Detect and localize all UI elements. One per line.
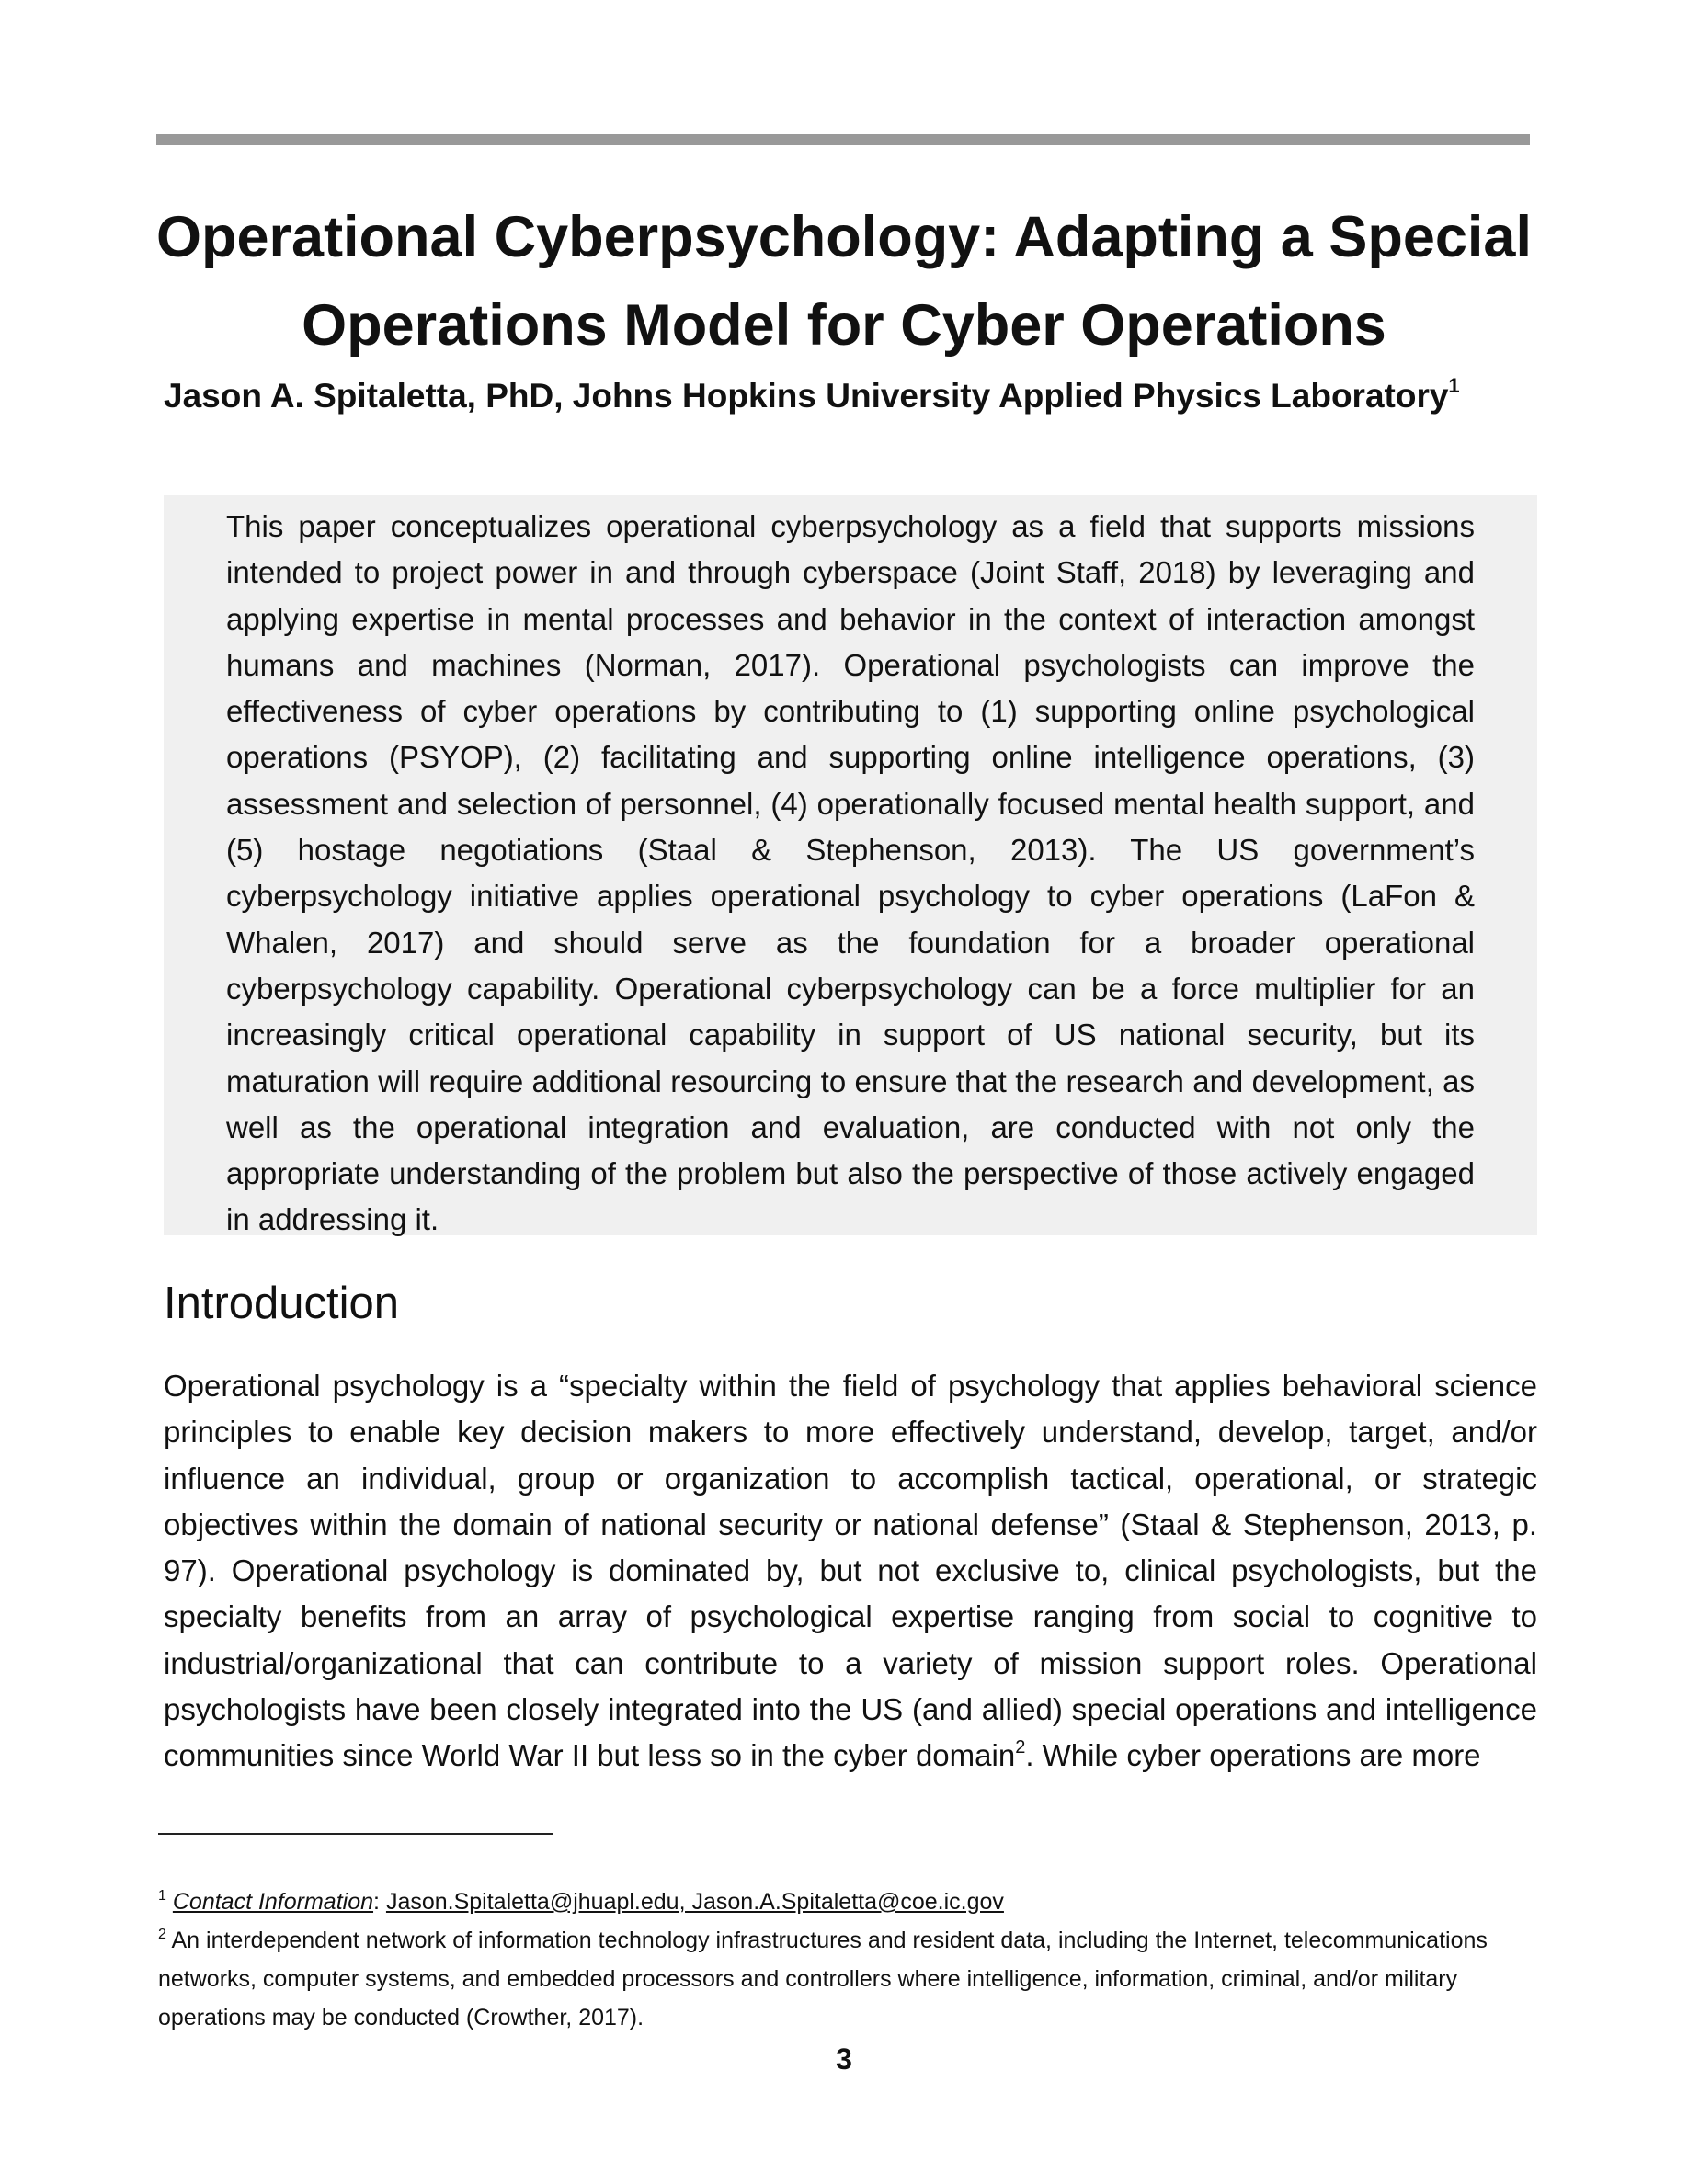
author-name: Jason A. Spitaletta, PhD, Johns Hopkins University Applied Physics Laboratory (164, 377, 1449, 415)
abstract-box (164, 495, 1537, 1235)
page-number: 3 (836, 2042, 852, 2076)
author-line (164, 374, 1460, 415)
footnote-1-sep: : (373, 1889, 380, 1915)
author-footnote-mark: 1 (1448, 374, 1460, 397)
paper-title (147, 193, 1541, 370)
footnote-separator (158, 1833, 553, 1835)
intro-footnote-mark: 2 (1015, 1737, 1026, 1758)
footnote-2-text: An interdependent network of information technology infrastructures and resident data, including the Internet, telecommunications networks, computer systems, and embedded processors and controllers where intelligence, information, criminal, and/or military operations may be conducted (Crowther, 2017). (158, 1928, 1488, 2030)
title-line-2: Operations Model for Cyber Operations (302, 293, 1386, 358)
abstract-text: This paper conceptualizes operational cyberpsychology as a field that supports missions intended to project power in and through cyberspace (Joint Staff, 2018) by leveraging and applying expertise in mental processes and behavior in the context of interaction amongst humans and machines (Norman, 2017). Operational psychologists can improve the effectiveness of cyber operations by contributing to (1) supporting online psychological operations (PSYOP), (2) facilitating and supporting online intelligence operations, (3) assessment and selection of personnel, (4) operationally focused mental health support, and (5) hostage negotiations (Staal & Stephenson, 2013). The US government’s cyberpsychology initiative applies operational psychology to cyber operations (LaFon & Whalen, 2017) and should serve as the foundation for a broader operational cyberpsychology capability. Operational cyberpsychology can be a force multiplier for an increasingly critical operational capability in support of US national security, but its maturation will require additional resourcing to ensure that the research and development, as well as the operational integration and evaluation, are conducted with not only the appropriate understanding of the problem but also the perspective of those actively engaged in addressing it. (226, 509, 1475, 1237)
intro-text-end: . While cyber operations are more (1025, 1738, 1481, 1773)
section-heading: Introduction (164, 1279, 400, 1328)
contact-email-link[interactable]: Jason.Spitaletta@jhuapl.edu, Jason.A.Spitaletta@coe.ic.gov (385, 1889, 1004, 1915)
footnote-2 (158, 1921, 1537, 2037)
intro-paragraph (164, 1363, 1537, 1780)
footnotes (158, 1883, 1537, 2037)
contact-info-label: Contact Information (172, 1889, 374, 1915)
footnote-1 (158, 1883, 1537, 1921)
intro-text: Operational psychology is a “specialty within the field of psychology that applies behavioral science principles to enable key decision makers to more effectively understand, develop, target, and/or influence an individual, group or organization to accomplish tactical, operational, or strategic objectives within the domain of national security or national defense” (Staal & Stephenson, 2013, p. 97). Operational psychology is dominated by, but not exclusive to, clinical psychologists, but the specialty benefits from an array of psychological expertise ranging from social to cognitive to industrial/organizational that can contribute to a variety of mission support roles. Operational psychologists have been closely integrated into the US (and allied) special operations and intelligence communities since World War II but less so in the cyber domain (164, 1369, 1537, 1773)
footnote-2-mark: 2 (158, 1927, 166, 1942)
top-rule (156, 134, 1530, 145)
title-line-1: Operational Cyberpsychology: Adapting a Special (156, 205, 1532, 269)
footnote-1-mark: 1 (158, 1888, 166, 1904)
